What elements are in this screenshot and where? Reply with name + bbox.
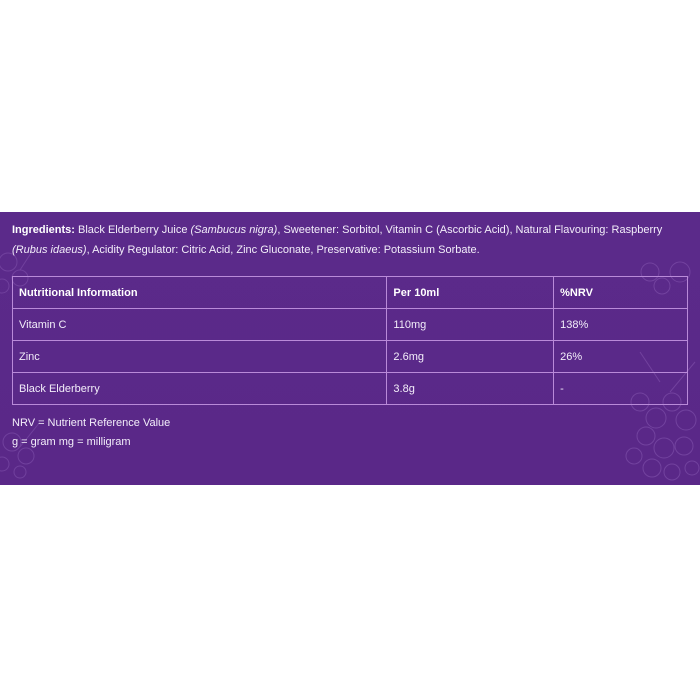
cell-amount: 110mg [387, 309, 554, 341]
units-definition: g = gram mg = milligram [12, 436, 131, 448]
cell-nrv: 26% [554, 341, 688, 373]
nutrition-panel [0, 212, 700, 485]
ingredients-heading: Ingredients: [12, 224, 75, 236]
table-header-row [13, 277, 688, 309]
cell-amount: 3.8g [387, 373, 554, 405]
nrv-definition: NRV = Nutrient Reference Value [12, 417, 171, 429]
header-nutritional-information: Nutritional Information [13, 277, 387, 309]
table-row [13, 309, 688, 341]
ingredients-latin-2: (Rubus idaeus) [12, 244, 87, 256]
header-nrv: %NRV [554, 277, 688, 309]
cell-nutrient: Zinc [13, 341, 387, 373]
table-row [13, 341, 688, 373]
cell-nrv: 138% [554, 309, 688, 341]
ingredients-latin-1: (Sambucus nigra) [190, 224, 278, 236]
ingredients-text [12, 220, 692, 260]
table-row [13, 373, 688, 405]
ingredients-part-1: Black Elderberry Juice [74, 224, 191, 236]
header-per-10ml: Per 10ml [387, 277, 554, 309]
ingredients-part-3: , Acidity Regulator: Citric Acid, Zinc Gluconate, Preservative: Potassium Sorbate. [86, 244, 480, 256]
footnotes [12, 414, 170, 452]
nutrition-table [12, 276, 688, 405]
cell-nutrient: Vitamin C [13, 309, 387, 341]
ingredients-part-2: , Sweetener: Sorbitol, Vitamin C (Ascorbic Acid), Natural Flavouring: Raspberry [277, 224, 663, 236]
cell-amount: 2.6mg [387, 341, 554, 373]
cell-nrv: - [554, 373, 688, 405]
cell-nutrient: Black Elderberry [13, 373, 387, 405]
